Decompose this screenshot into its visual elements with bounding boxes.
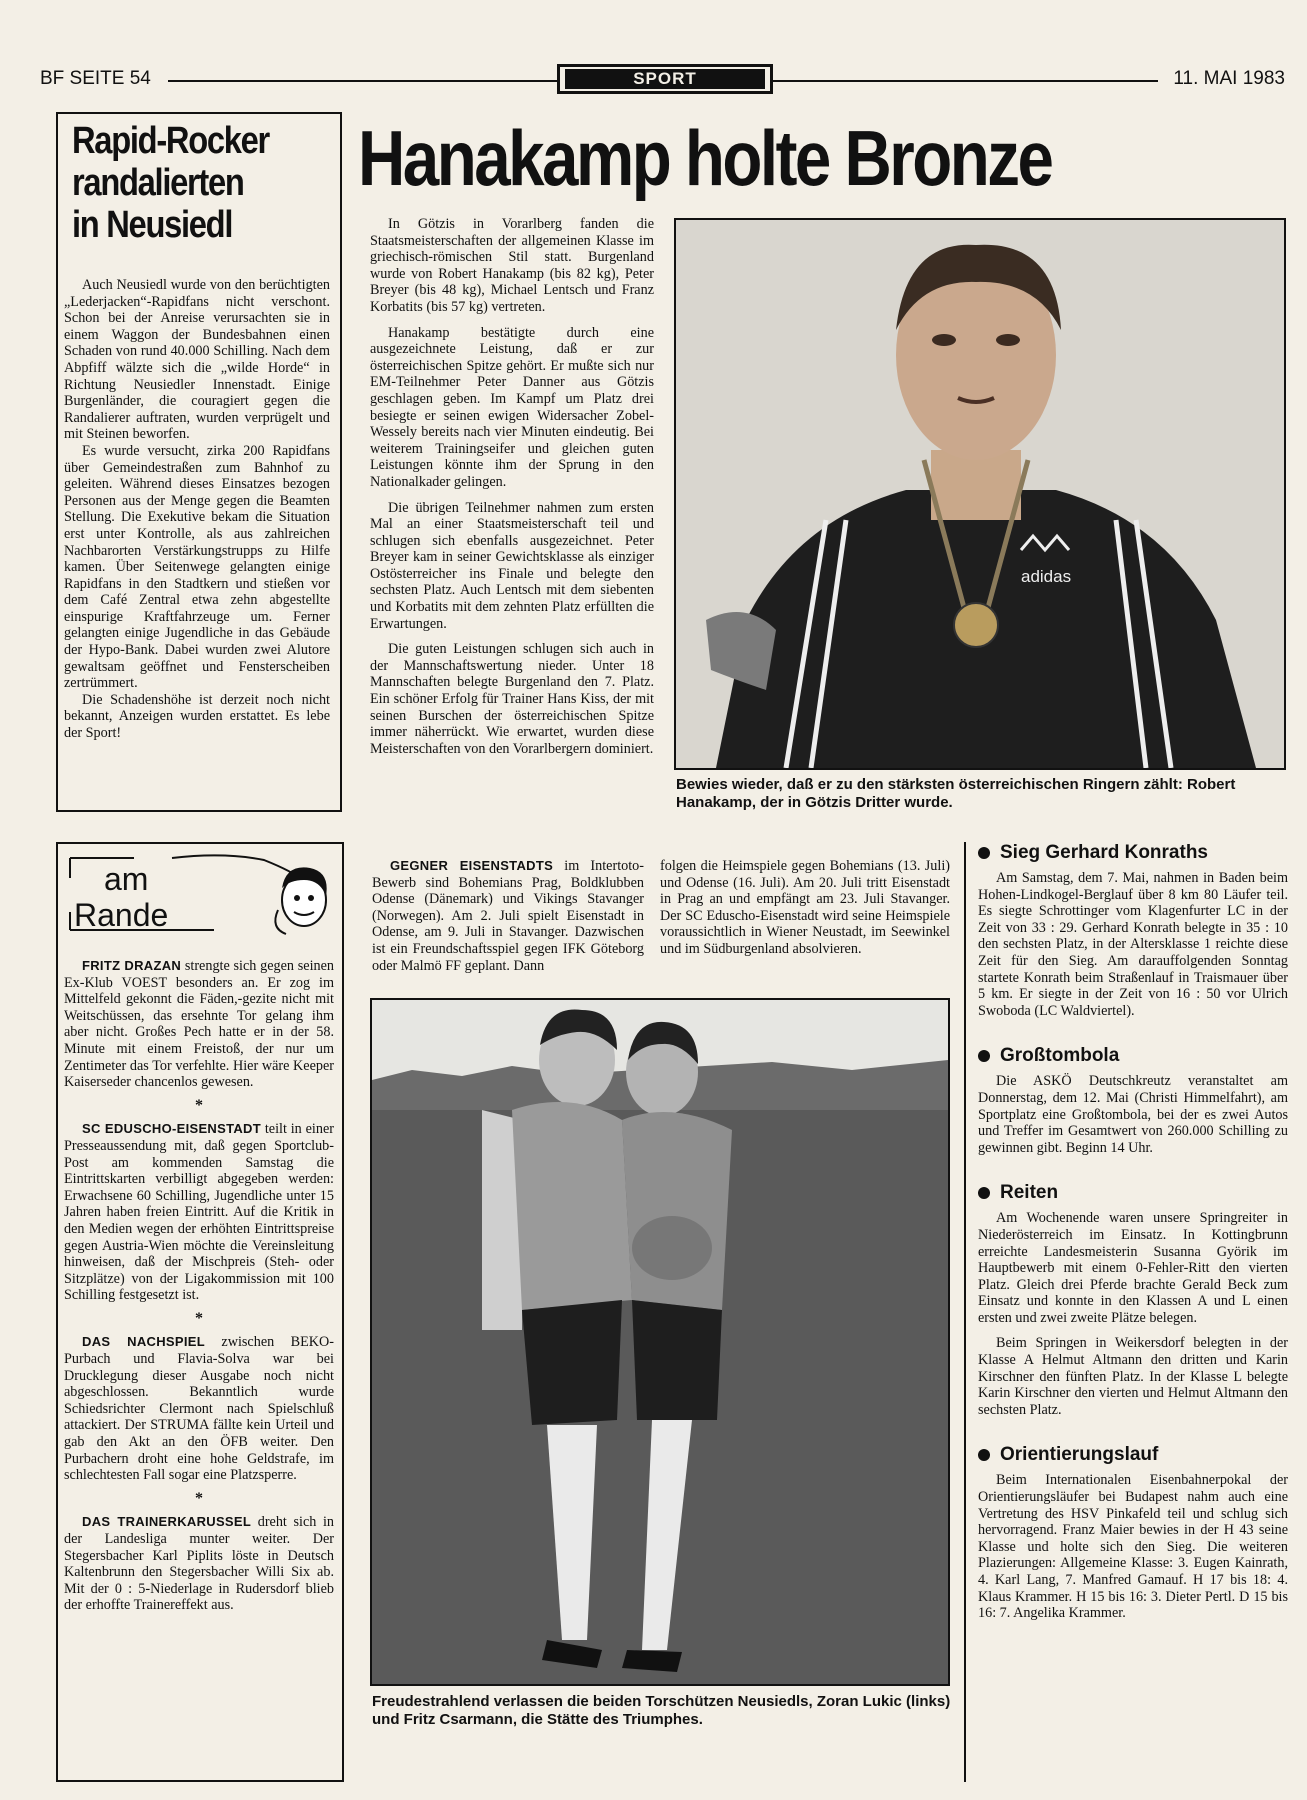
hanakamp-headline: Hanakamp holte Bronze: [358, 114, 1052, 202]
amrande-item-text: strengte sich gegen seinen Ex-Klub VOEST besonders an. Er zog im Mittelfeld gekonnt die Fäden,-gezite nicht mit Weitschüssen, das ersehnte Tor gelang ihm aber nicht. Großes Pech hatte er in der 58. Minute mit einem Freistoß, der nur um Zentimeter das Tor verfehlte. Hier wäre Keeper Kaiserseder chancenlos gewesen.: [64, 958, 334, 1091]
short-news-item: [978, 1444, 1288, 1621]
amrande-logo-line2: Rande: [74, 897, 169, 933]
rapid-body: [64, 277, 330, 742]
paragraph: Auch Neusiedl wurde von den berüchtigten „Lederjacken“-Rapidfans nicht verschont. Schon bei der Anreise verursachten sie in einem Waggon der Bundesbahnen einen Schaden von rund 40.000 Schilling. Nach dem Abpfiff wälzte sich die „wilde Horde“ in Richtung Neusiedler Innenstadt. Einige Burgenländer, die couragiert gegen die Randalierer auftraten, wurden verprügelt und mit Steinen beworfen.: [64, 277, 330, 443]
paragraph: Beim Springen in Weikersdorf belegten in der Klasse A Helmut Altmann den dritten und Karin Kirschner den fünften Platz. In der Klasse L belegte Karin Kirschner den vierten und Helmut Altmann den sechsten Platz.: [978, 1335, 1288, 1418]
short-news-item: [978, 1045, 1288, 1156]
football-players-image: [372, 1000, 948, 1684]
short-news-title-text: Orientierungslauf: [1000, 1444, 1159, 1466]
amrande-item: [64, 958, 334, 1091]
football-caption: Freudestrahlend verlassen die beiden Torschützen Neusiedls, Zoran Lukic (links) und Fritz Csarmann, die Stätte des Triumphes.: [372, 1693, 951, 1728]
bullet-icon: [978, 1050, 990, 1062]
short-news-item: [978, 1182, 1288, 1418]
amrande-item-lead: DAS TRAINERKARUSSEL: [82, 1514, 252, 1530]
rapid-headline-line: Rapid-Rocker: [72, 120, 269, 162]
wrestler-caption: Bewies wieder, daß er zu den stärksten österreichischen Ringern zählt: Robert Hanakamp, der in Götzis Dritter wurde.: [676, 776, 1236, 811]
column-divider: [964, 842, 966, 1782]
gegner-lead: GEGNER EISENSTADTS: [390, 858, 554, 873]
gegner-col1: [372, 858, 644, 974]
paragraph: Hanakamp bestätigte durch eine ausgezeichnete Leistung, daß er zur österreichischen Spitze gehört. Er mußte sich nur EM-Teilnehmer Peter Danner aus Götzis geschlagen geben. Im Kampf um Platz drei besiegte er seinen ewigen Widersacher Zobel-Wessely bereits nach vier Minuten eindeutig. Bei weiterem Trainingseifer und gleichen guten Leistungen könnte ihm der Sprung in den Nationalkader gelingen.: [370, 324, 654, 490]
separator-star: *: [195, 1096, 203, 1114]
short-news-title: [978, 1182, 1288, 1204]
short-news-title-text: Sieg Gerhard Konraths: [1000, 842, 1208, 863]
amrande-item-text: teilt in einer Presseaussendung mit, daß gegen Sportclub-Post am kommenden Samstag die Eintrittskarten verbilligt abgegeben werden: Erwachsene 60 Schilling, Jugendliche unter 15 Jahren haben freien Eintritt. Auf die Kritik in den Medien wegen der erhöhten Eintrittspreise gegen Austria-Wien möchte die Vereinsleitung hinweisen, daß der Mischpreis (Steh- oder Sitzplätze) von der Ligakommission mit 100 Schilling festgesetzt ist.: [64, 1121, 334, 1304]
bullet-icon: [978, 847, 990, 859]
paragraph: Die ASKÖ Deutschkreutz veranstaltet am Donnerstag, dem 12. Mai (Christi Himmelfahrt), am Sportplatz eine Großtombola, bei der es zwei Autos und Treffer im Gesamtwert von 260.000 Schilling zu gewinnen gibt. Beginn 14 Uhr.: [978, 1073, 1288, 1156]
amrande-logo: [64, 850, 336, 938]
short-news-title-text: Reiten: [1000, 1182, 1059, 1204]
amrande-item-text: zwischen BEKO-Purbach und Flavia-Solva war bei Drucklegung dieser Ausgabe noch nicht abgeschlossen. Bekanntlich wurde Schiedsrichter Clermont nach Spielschluß attackiert. Der STRUMA fällte kein Urteil und gab den Akt an den ÖFB weiter. Den Purbachern droht eine hohe Geldstrafe, im schlechtesten Fall sogar eine Platzsperre.: [64, 1334, 335, 1484]
rapid-headline: [72, 120, 334, 246]
gegner-text-2: folgen die Heimspiele gegen Bohemians (13. Juli) und Odense (16. Juli). Am 20. Juli tritt Eisenstadt in Prag an und empfängt am 23. Juli Stavanger. Der SC Eduscho-Eisenstadt wird seine Heimspiele voraussichtlich in Wiener Neustadt, im Seewinkel und im Südburgenland absolvieren.: [660, 858, 950, 957]
bullet-icon: [978, 1187, 990, 1199]
bullet-icon: [978, 1449, 990, 1461]
hanakamp-body: [370, 216, 654, 757]
separator-star: *: [195, 1489, 203, 1507]
amrande-item: [64, 1334, 334, 1483]
wrestler-photo: [674, 218, 1286, 770]
amrande-logo-art: [64, 850, 336, 938]
short-news-title: [978, 1045, 1288, 1067]
short-news-item: [978, 842, 1288, 1019]
short-news-title-text: Großtombola: [1000, 1045, 1120, 1067]
gegner-paragraph: [372, 858, 644, 974]
paragraph: Die Schadenshöhe ist derzeit noch nicht bekannt, Anzeigen wurden erstattet. Es lebe der Sport!: [64, 691, 330, 742]
short-news-body: [978, 870, 1288, 1019]
paragraph: Die guten Leistungen schlugen sich auch in der Mannschaftswertung nieder. Unter 18 Mannschaften belegte Burgenland den 7. Platz. Ein schöner Erfolg für Trainer Hans Kiss, der mit seinen Burschen der österreichischen Spitze immer näherrückt. Wie erwartet, wurden diese Meisterschaften von den Vorarlbergern dominiert.: [370, 641, 654, 757]
amrande-item-lead: DAS NACHSPIEL: [82, 1334, 205, 1350]
amrande-item: [64, 1121, 334, 1304]
short-news-body: [978, 1073, 1288, 1156]
paragraph: Beim Internationalen Eisenbahnerpokal der Orientierungsläufer bei Budapest nahm auch eine Vertretung des HSV Pinkafeld teil und schlug sich hervorragend. Franz Maier bewies in der H 43 seine Klasse und holte sich den Sieg. Die weiteren Plazierungen: Allgemeine Klasse: 3. Eugen Kainrath, 4. Karl Lang, 7. Manfred Gamauf. H 17 bis 18: 4. Klaus Krammer. H 15 bis 16: 3. Dieter Pertl. D 15 bis 16: 7. Angelika Krammer.: [978, 1472, 1288, 1622]
gegner-col2: [660, 858, 950, 958]
header-rule-left: [168, 80, 557, 82]
paragraph: Am Samstag, dem 7. Mai, nahmen in Baden beim Hohen-Lindkogel-Berglauf über 8 km 80 Läufer teil. Es siegte Schrottinger vom Klagenfurter LC in der Zeit von 33 : 29. Gerhard Konrath belegte in 35 : 10 den sechsten Platz, in der Altersklasse 1 reichte diese Zeit für den Sieg. Am darauffolgenden Sonntag startete Konrath beim Straßenlauf in Traismauer über 5 km. Er siegte in der Zeit von 16 : 50 vor Ulrich Swoboda (LC Waldviertel).: [978, 870, 1288, 1019]
header-rule-right: [773, 80, 1158, 82]
separator-star: *: [195, 1309, 203, 1327]
football-photo: [370, 998, 950, 1686]
short-news-body: [978, 1210, 1288, 1418]
rapid-headline-line: in Neusiedl: [72, 204, 233, 246]
right-column: [978, 842, 1288, 1622]
amrande-logo-line1: am: [104, 861, 149, 897]
gegner-text-1: im Intertoto-Bewerb sind Bohemians Prag, Boldklubben Odense (Dänemark) und Vikings Stavanger (Norwegen). Am 2. Juli spielt Eisenstadt in Odense, am 9. Juli in Stavanger. Dazwischen ist ein Freundschaftsspiel gegen IFK Göteborg oder Malmö FF geplant. Dann: [372, 858, 645, 974]
issue-date: 11. MAI 1983: [1173, 68, 1285, 89]
amrande-item-lead: FRITZ DRAZAN: [82, 958, 182, 973]
wrestler-portrait: [676, 220, 1284, 768]
section-label-box: [557, 64, 773, 94]
amrande-item-text: dreht sich in der Landesliga munter weiter. Der Stegersbacher Karl Piplits löste in Deutsch Kaltenbrunn den Stegersbacher Willi Six ab. Mit der 0 : 5-Niederlage in Rudersdorf blieb der erhoffte Trainereffekt aus.: [64, 1514, 334, 1614]
paragraph: Die übrigen Teilnehmer nahmen zum ersten Mal an einer Staatsmeisterschaft teil und schlugen sich ebenfalls ausgezeichnet. Peter Breyer kam in seiner Gewichtsklasse als einziger Ostösterreicher ins Finale und belegte den sechsten Platz. Auch Lentsch mit dem siebenten und Korbatits mit dem zehnten Platz erfüllten die Erwartungen.: [370, 499, 654, 632]
rapid-headline-line: randalierten: [72, 162, 244, 204]
adidas-logo-text: adidas: [1021, 567, 1072, 586]
short-news-title: [978, 1444, 1288, 1466]
short-news-title: [978, 842, 1288, 864]
paragraph: In Götzis in Vorarlberg fanden die Staatsmeisterschaften der allgemeinen Klasse im griechisch-römischen Stil statt. Burgenland wurde von Robert Hanakamp (bis 82 kg), Peter Breyer (bis 48 kg), Michael Lentsch und Franz Korbatits (bis 57 kg) vertreten.: [370, 216, 654, 315]
paragraph: Es wurde versucht, zirka 200 Rapidfans über Gemeindestraßen zum Bahnhof zu geleiten. Während dieses Einsatzes bezogen Personen aus der Menge gegen die Beamten Stellung. Die Exekutive bekam die Situation erst unter Kontrolle, als aus zahlreichen Nachbarorten Verstärkungstrupps zu Hilfe kamen. Über Seitenwege gelangten einige Rapidfans in den Stadtkern und stießen vor dem Café Zentral etwa zehn abgestellte einspurige Kraftfahrzeuge um. Ferner gelangten einige Jugendliche in das Gebäude der Hypo-Bank. Dabei wurden zwei Alutore gewaltsam geöffnet und Fensterscheiben zertrümmert.: [64, 442, 330, 692]
amrande-item: [64, 1514, 334, 1614]
page-number: BF SEITE 54: [40, 68, 151, 89]
short-news-body: [978, 1472, 1288, 1621]
amrande-body: [64, 958, 334, 1614]
section-label: SPORT: [565, 69, 765, 89]
amrande-item-lead: SC EDUSCHO-EISENSTADT: [82, 1121, 261, 1137]
paragraph: Am Wochenende waren unsere Springreiter in Niederösterreich im Einsatz. In Kottingbrunn erreichte Landesmeisterin Susanna Györik im Hauptbewerb mit einem 0-Fehler-Ritt den vierten Platz. Gleich drei Pferde brachte Gerald Beck zum Einsatz und konnte in den Klassen A und L einen ersten und zwei zweite Plätze belegen.: [978, 1210, 1288, 1326]
